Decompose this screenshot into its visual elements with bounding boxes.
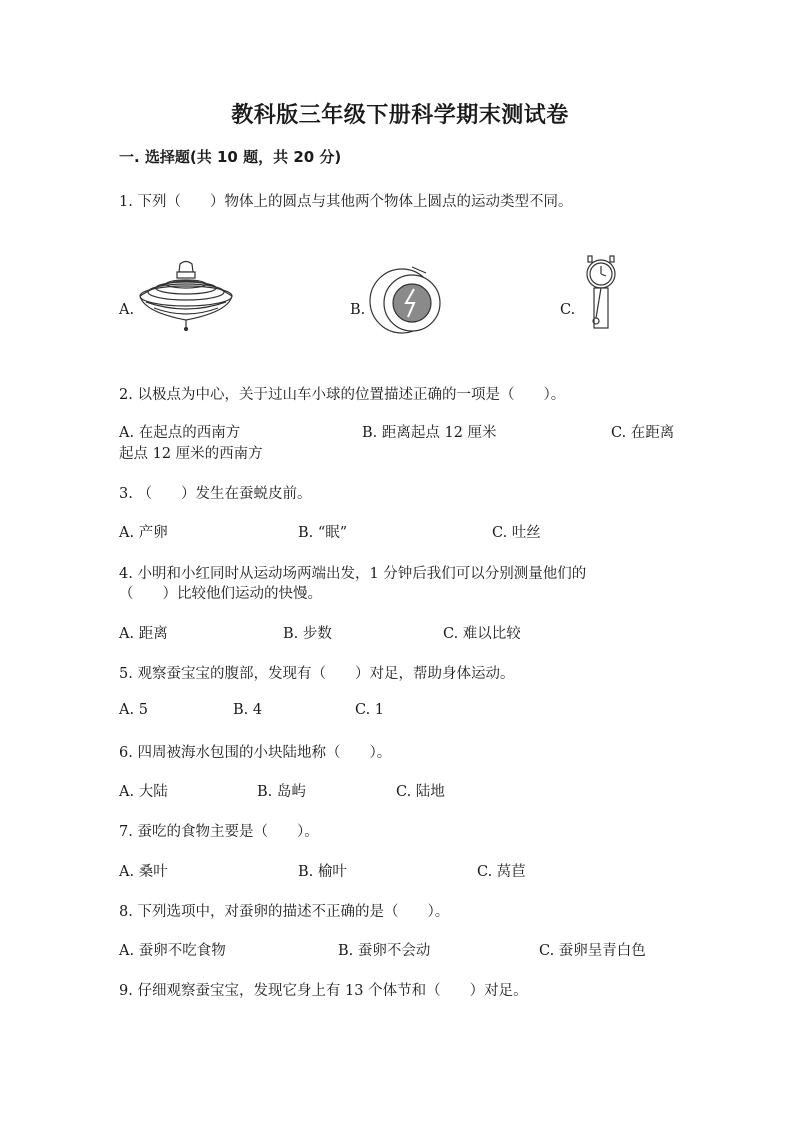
- question-7-option-a: A. 桑叶: [119, 864, 168, 880]
- question-4-option-b: B. 步数: [283, 626, 332, 642]
- question-8-option-a: A. 蚕卵不吃食物: [119, 943, 226, 959]
- question-1-option-a: A.: [119, 302, 135, 318]
- question-5-option-c: C. 1: [355, 702, 385, 718]
- question-7-option-b: B. 榆叶: [298, 864, 347, 880]
- question-8-option-b: B. 蚕卵不会动: [338, 943, 431, 959]
- question-5-option-b: B. 4: [233, 702, 263, 718]
- question-4-option-c: C. 难以比较: [443, 626, 521, 642]
- question-4-option-a: A. 距离: [119, 626, 168, 642]
- question-1-stem: 1. 下列（ ）物体上的圆点与其他两个物体上圆点的运动类型不同。: [119, 194, 573, 210]
- question-1-option-c: C.: [560, 302, 576, 318]
- question-5-option-a: A. 5: [119, 702, 148, 718]
- question-8-option-c: C. 蚕卵呈青白色: [539, 943, 646, 959]
- spinning-top-icon: [136, 256, 236, 332]
- question-6-option-a: A. 大陆: [119, 784, 168, 800]
- question-2-option-b: B. 距离起点 12 厘米: [362, 425, 497, 441]
- question-6-option-c: C. 陆地: [396, 784, 445, 800]
- question-5-stem: 5. 观察蚕宝宝的腹部，发现有（ ）对足，帮助身体运动。: [119, 666, 515, 682]
- question-4-stem-line2: （ ）比较他们运动的快慢。: [119, 586, 322, 602]
- question-3-option-b: B. “眠”: [298, 525, 348, 541]
- question-6-option-b: B. 岛屿: [257, 784, 306, 800]
- question-2-stem: 2. 以极点为中心，关于过山车小球的位置描述正确的一项是（ ）。: [119, 387, 566, 403]
- question-2-option-c-continuation: 起点 12 厘米的西南方: [119, 446, 263, 462]
- page-title: 教科版三年级下册科学期末测试卷: [231, 103, 569, 128]
- question-8-stem: 8. 下列选项中，对蚕卵的描述不正确的是（ ）。: [119, 904, 450, 920]
- question-7-stem: 7. 蚕吃的食物主要是（ ）。: [119, 824, 319, 840]
- question-6-stem: 6. 四周被海水包围的小块陆地称（ ）。: [119, 745, 392, 761]
- question-2-option-a: A. 在起点的西南方: [119, 425, 241, 441]
- question-9-stem: 9. 仔细观察蚕宝宝，发现它身上有 13 个体节和（ ）对足。: [119, 983, 528, 999]
- question-1-option-b: B.: [350, 302, 366, 318]
- question-3-option-c: C. 吐丝: [492, 525, 541, 541]
- section-heading: 一. 选择题(共 10 题，共 20 分): [119, 148, 342, 166]
- question-7-option-c: C. 莴苣: [477, 864, 526, 880]
- question-2-option-c: C. 在距离: [611, 425, 675, 441]
- pendulum-clock-icon: [580, 254, 624, 332]
- question-3-option-a: A. 产卵: [119, 525, 168, 541]
- question-4-stem: 4. 小明和小红同时从运动场两端出发，1 分钟后我们可以分别测量他们的: [119, 566, 587, 582]
- yoyo-icon: [368, 263, 444, 339]
- question-3-stem: 3. （ ）发生在蚕蜕皮前。: [119, 486, 312, 502]
